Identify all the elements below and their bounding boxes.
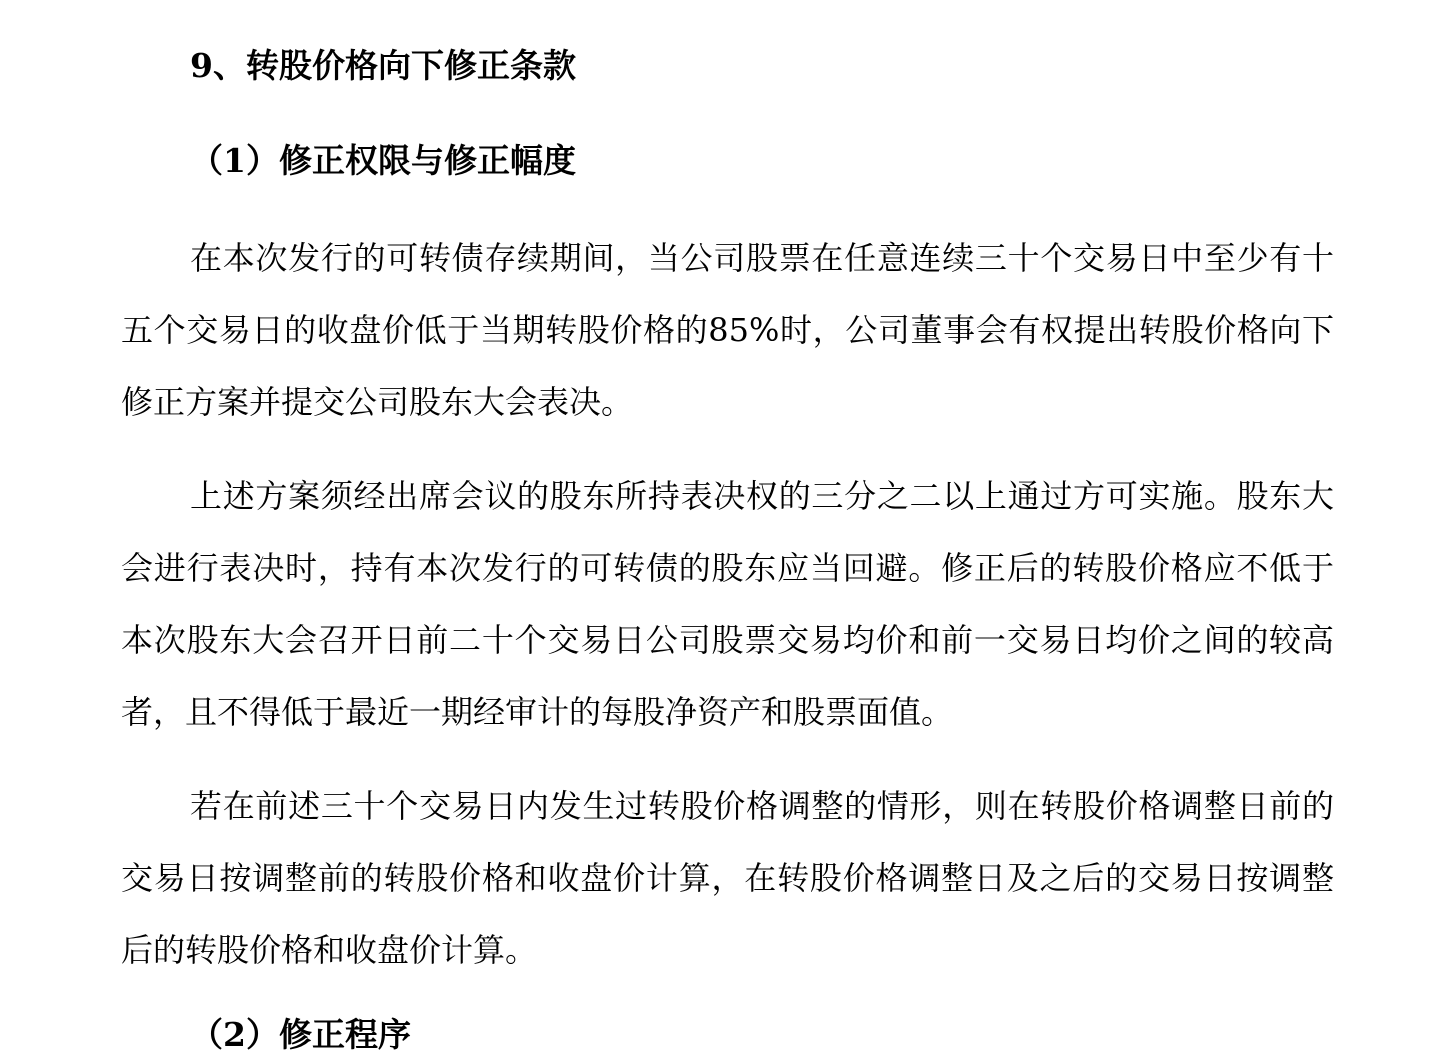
subsection-heading: （1）修正权限与修正幅度 (190, 141, 576, 180)
paragraph-approval-requirement: 上述方案须经出席会议的股东所持表决权的三分之二以上通过方可实施。股东大会进行表决时，持有本次发行的可转债的股东应当回避。修正后的转股价格应不低于本次股东大会召开日前二十个交易日公司股票交易均价和前一交易日均价之间的较高者，且不得低于最近一期经审计的每股净资产和股票面值。 (121, 477, 1334, 731)
section-heading: 9、转股价格向下修正条款 (190, 46, 576, 85)
next-subsection-heading: （2）修正程序 (190, 1015, 411, 1054)
paragraph-price-adjustment: 若在前述三十个交易日内发生过转股价格调整的情形，则在转股价格调整日前的交易日按调整前的转股价格和收盘价计算，在转股价格调整日及之后的交易日按调整后的转股价格和收盘价计算。 (121, 787, 1334, 969)
paragraph-trigger-condition: 在本次发行的可转债存续期间，当公司股票在任意连续三十个交易日中至少有十五个交易日的收盘价低于当期转股价格的85%时，公司董事会有权提出转股价格向下修正方案并提交公司股东大会表决。 (121, 239, 1334, 421)
